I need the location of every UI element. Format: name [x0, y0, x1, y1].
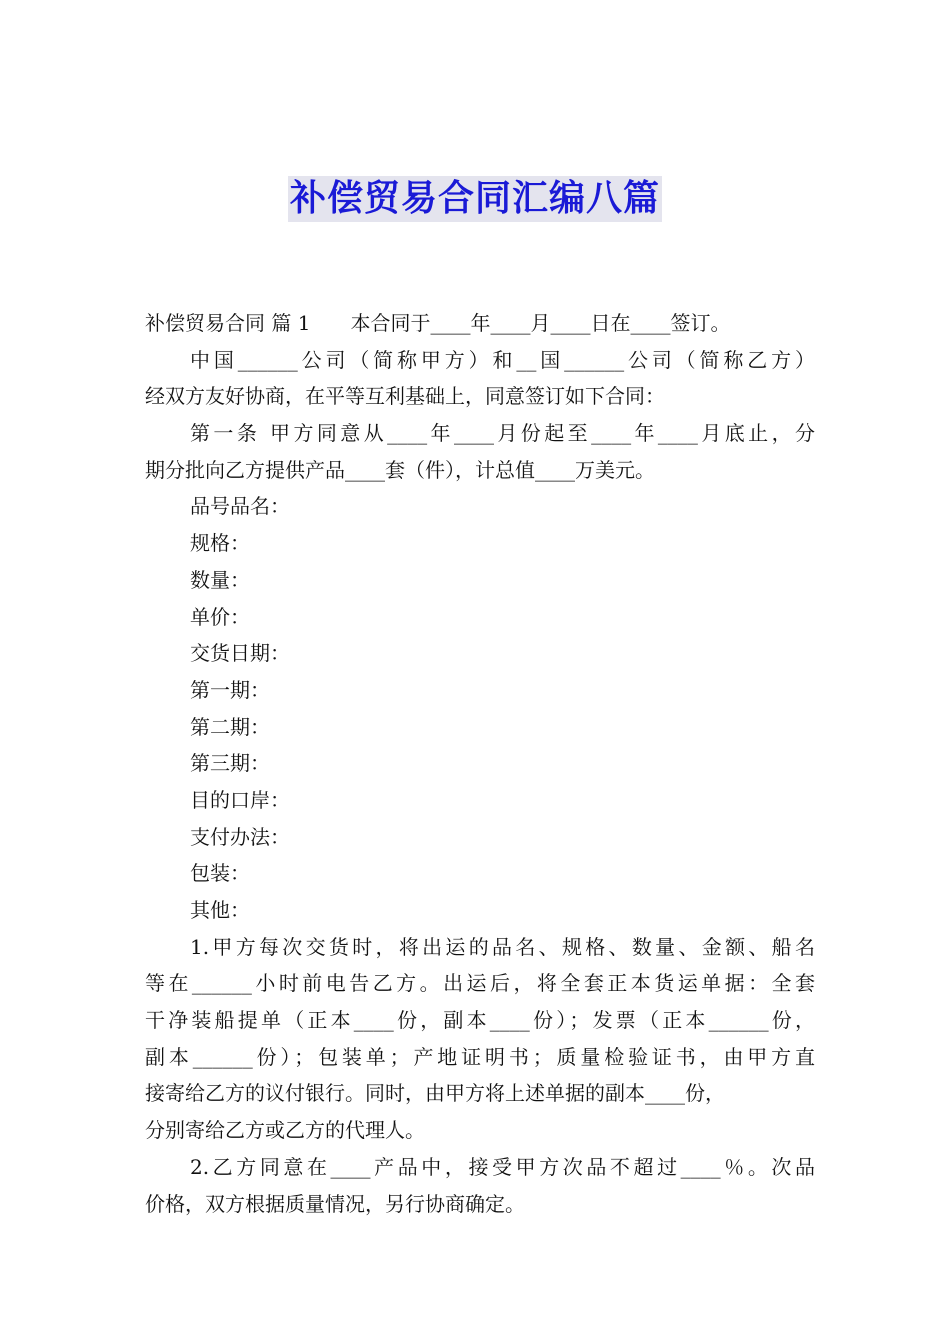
document-title: 补偿贸易合同汇编八篇 [288, 176, 662, 222]
paragraph-line: 接寄给乙方的议付银行。同时，由甲方将上述单据的副本____份， [145, 1081, 725, 1106]
document-body [145, 305, 815, 1222]
field-label: 包装： [190, 861, 250, 886]
paragraph-line: 副本______份）；包装单；产地证明书；质量检验证书，由甲方直 [145, 1044, 815, 1069]
section-first-line [145, 305, 815, 342]
field-label: 其他： [190, 898, 250, 922]
field-label: 数量： [190, 567, 250, 592]
field-label: 支付办法： [190, 824, 290, 849]
field-label: 第三期： [190, 751, 270, 776]
paragraph-line: 中国______公司（简称甲方）和__国______公司（简称乙方） [190, 347, 815, 372]
paragraph-line: 本合同于____年____月____日在____签订。 [350, 311, 731, 335]
field-label: 第一期： [190, 677, 270, 702]
paragraph-line: 经双方友好协商，在平等互利基础上，同意签订如下合同： [145, 384, 665, 409]
paragraph-line: 分别寄给乙方或乙方的代理人。 [145, 1118, 425, 1143]
field-label: 交货日期： [190, 641, 290, 666]
field-label: 目的口岸： [190, 787, 290, 812]
paragraph-line: 1.甲方每次交货时，将出运的品名、规格、数量、金额、船名 [190, 934, 815, 959]
paragraph-line: 等在______小时前电告乙方。出运后，将全套正本货运单据：全套 [145, 971, 815, 996]
field-label: 第二期： [190, 714, 270, 739]
section-heading: 补偿贸易合同 篇 1 [145, 311, 311, 335]
field-label: 单价： [190, 604, 250, 629]
paragraph-line: 干净装船提单（正本____份，副本____份）；发票（正本______份， [145, 1008, 815, 1033]
paragraph-line: 第一条 甲方同意从____年____月份起至____年____月底止，分 [190, 421, 815, 446]
paragraph-line: 2.乙方同意在____产品中，接受甲方次品不超过____％。次品 [190, 1154, 815, 1179]
paragraph-line: 价格，双方根据质量情况，另行协商确定。 [145, 1191, 525, 1216]
field-label: 规格： [190, 531, 250, 556]
title-container [0, 176, 950, 222]
paragraph-line: 期分批向乙方提供产品____套（件），计总值____万美元。 [145, 457, 655, 482]
field-label: 品号品名： [190, 494, 290, 519]
